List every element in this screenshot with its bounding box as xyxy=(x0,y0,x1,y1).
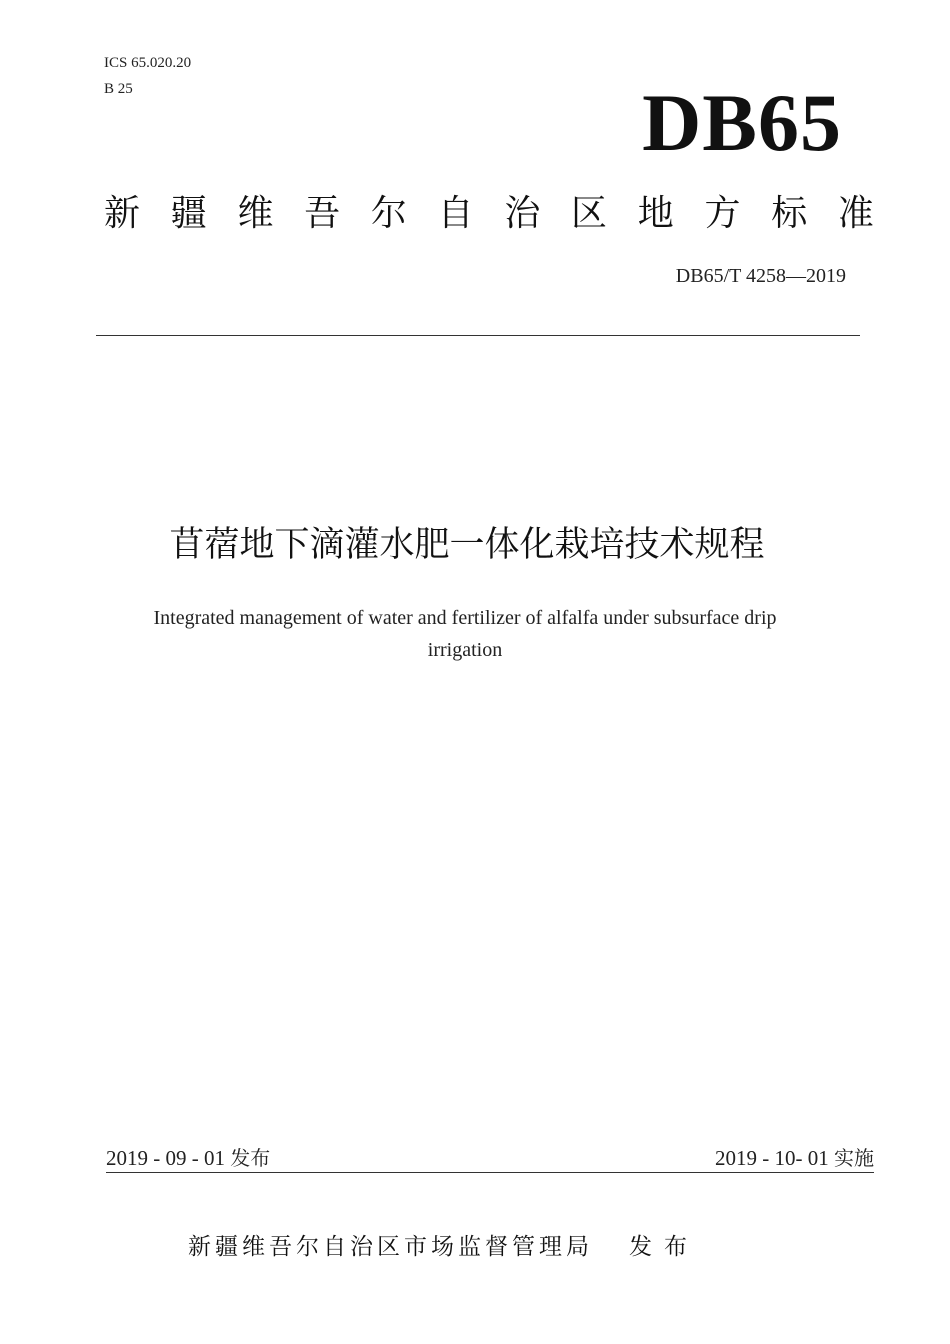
document-title-chinese: 苜蓿地下滴灌水肥一体化栽培技术规程 xyxy=(169,525,765,565)
document-title-english xyxy=(110,602,820,666)
category-char: 准 xyxy=(837,193,874,234)
ics-code: ICS 65.020.20 xyxy=(104,55,192,71)
issue-label: 发布 xyxy=(230,1146,271,1170)
category-char: 维 xyxy=(237,193,274,234)
issue-date-group xyxy=(106,1144,270,1172)
date-row xyxy=(106,1144,874,1172)
footer-divider xyxy=(106,1172,874,1173)
classification-block xyxy=(104,50,191,102)
category-char: 自 xyxy=(437,193,474,234)
implement-date-group xyxy=(715,1144,874,1172)
category-char: 治 xyxy=(504,193,541,234)
header-divider xyxy=(96,335,860,336)
issuer-name: 新疆维吾尔自治区市场监督管理局 xyxy=(188,1234,593,1260)
category-char: 地 xyxy=(637,193,674,234)
standard-number: DB65/T 4258—2019 xyxy=(675,265,846,287)
category-char: 吾 xyxy=(304,193,341,234)
category-char: 尔 xyxy=(370,193,407,234)
category-char: 方 xyxy=(704,193,741,234)
category-char: 区 xyxy=(571,193,608,234)
issuer-action: 发布 xyxy=(629,1234,699,1260)
issue-date: 2019 - 09 - 01 xyxy=(106,1146,225,1170)
category-char: 新 xyxy=(104,193,141,234)
implement-date: 2019 - 10- 01 xyxy=(715,1146,829,1170)
standard-code-logo: DB65 xyxy=(642,77,842,168)
english-title-line: irrigation xyxy=(427,639,503,661)
implement-label: 实施 xyxy=(834,1146,874,1170)
standard-category xyxy=(104,190,874,238)
english-title-line: Integrated management of water and fertilizer of alfalfa under subsurface drip xyxy=(153,607,777,629)
category-char: 疆 xyxy=(170,193,207,234)
issuer-row xyxy=(188,1230,788,1264)
ccs-code: B 25 xyxy=(104,81,133,97)
category-char: 标 xyxy=(771,193,808,234)
